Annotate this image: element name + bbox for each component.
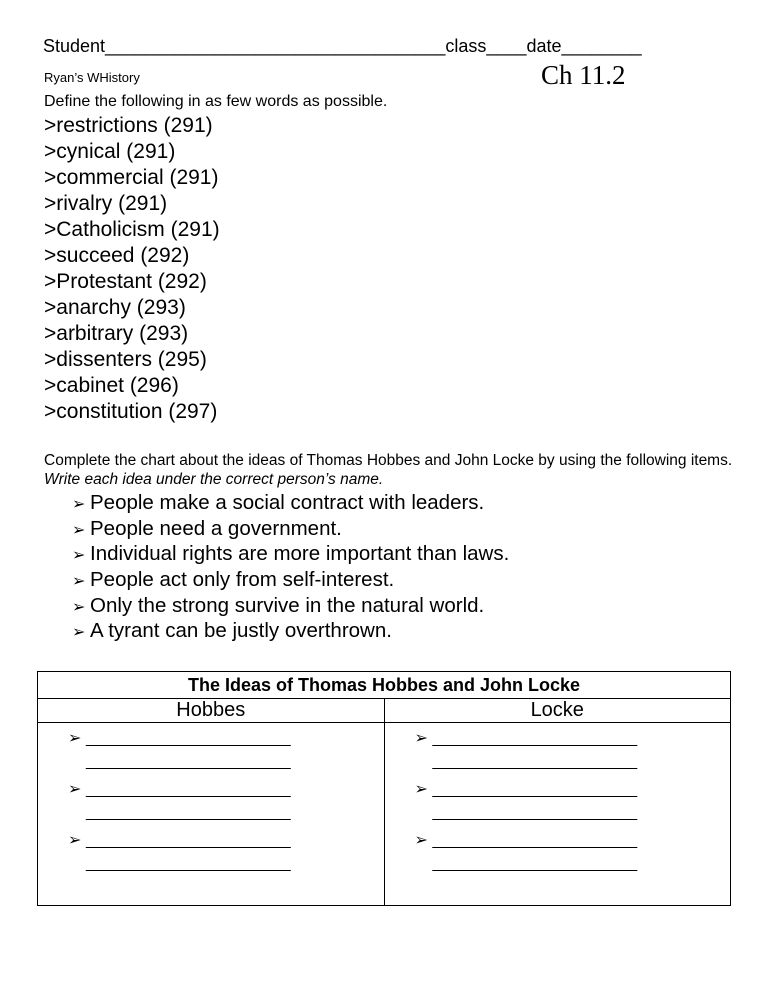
vocab-term: >Catholicism (291) [44,218,220,241]
arrow-bullet-icon: ➢ [68,781,82,798]
idea-text: People need a government. [90,516,342,540]
idea-text: People act only from self-interest. [90,568,395,592]
answer-blank[interactable]: _______________________ [432,804,638,821]
idea-text: Only the strong survive in the natural world. [90,593,485,617]
student-info-line[interactable]: Student__________________________________class____date________ [43,36,642,56]
ideas-list [72,490,509,644]
vocab-term: >restrictions (291) [44,114,213,137]
vocab-term: >succeed (292) [44,244,190,267]
arrow-bullet-icon: ➢ [414,781,428,798]
vocab-term: >commercial (291) [44,166,219,189]
vocab-term: >cabinet (296) [44,374,179,397]
vocab-term: >cynical (291) [44,140,176,163]
idea-text: People make a social contract with leaders. [90,491,485,514]
locke-answers [384,723,731,906]
answer-blank[interactable]: _______________________ [432,832,638,849]
vocab-term: >constitution (297) [44,400,218,423]
answer-blank[interactable]: _______________________ [432,855,638,872]
hobbes-column-header: Hobbes [38,699,385,723]
arrow-bullet-icon: ➢ [68,730,82,747]
answer-blank[interactable]: _______________________ [86,832,291,849]
arrow-bullet-icon: ➢ [72,573,86,591]
arrow-bullet-icon: ➢ [72,521,86,539]
vocab-instructions: Define the following in as few words as possible. [44,93,388,110]
arrow-bullet-icon: ➢ [68,832,82,849]
arrow-bullet-icon: ➢ [72,496,86,513]
locke-column-header: Locke [384,699,731,723]
answer-blank[interactable]: _______________________ [86,781,291,798]
idea-item [72,593,509,619]
hobbes-locke-chart [37,671,731,906]
arrow-bullet-icon: ➢ [414,730,428,747]
vocab-term: >Protestant (292) [44,270,207,293]
idea-item [72,618,509,644]
vocab-term: >rivalry (291) [44,192,168,215]
answer-blank[interactable]: _______________________ [86,804,291,821]
arrow-bullet-icon: ➢ [72,624,86,642]
idea-text: Individual rights are more important than laws. [90,542,510,566]
answer-blank[interactable]: _______________________ [86,730,291,747]
arrow-bullet-icon: ➢ [72,598,86,616]
answer-blank[interactable]: _______________________ [86,753,291,770]
idea-item [72,567,509,593]
answer-blank[interactable]: _______________________ [86,855,291,872]
arrow-bullet-icon: ➢ [72,547,86,565]
answer-blank[interactable]: _______________________ [432,753,638,770]
idea-item [72,541,509,567]
hobbes-answers [38,723,385,906]
chapter-label: Ch 11.2 [541,60,626,90]
chart-instructions-text: Complete the chart about the ideas of Thomas Hobbes and John Locke by using the following items. [44,452,733,469]
chart-instructions [44,451,744,489]
vocab-term: >anarchy (293) [44,296,186,319]
vocab-term: >dissenters (295) [44,348,207,371]
arrow-bullet-icon: ➢ [414,832,428,849]
idea-item [72,516,509,542]
chart-title: The Ideas of Thomas Hobbes and John Locke [38,672,731,699]
vocab-term: >arbitrary (293) [44,322,189,345]
idea-text: A tyrant can be justly overthrown. [90,619,392,643]
chart-instructions-italic: Write each idea under the correct person’s name. [44,471,384,488]
course-name: Ryan’s WHistory [44,70,140,85]
vocab-list [44,113,220,425]
answer-blank[interactable]: _______________________ [432,781,638,798]
idea-item [72,490,509,516]
answer-blank[interactable]: _______________________ [432,730,638,747]
